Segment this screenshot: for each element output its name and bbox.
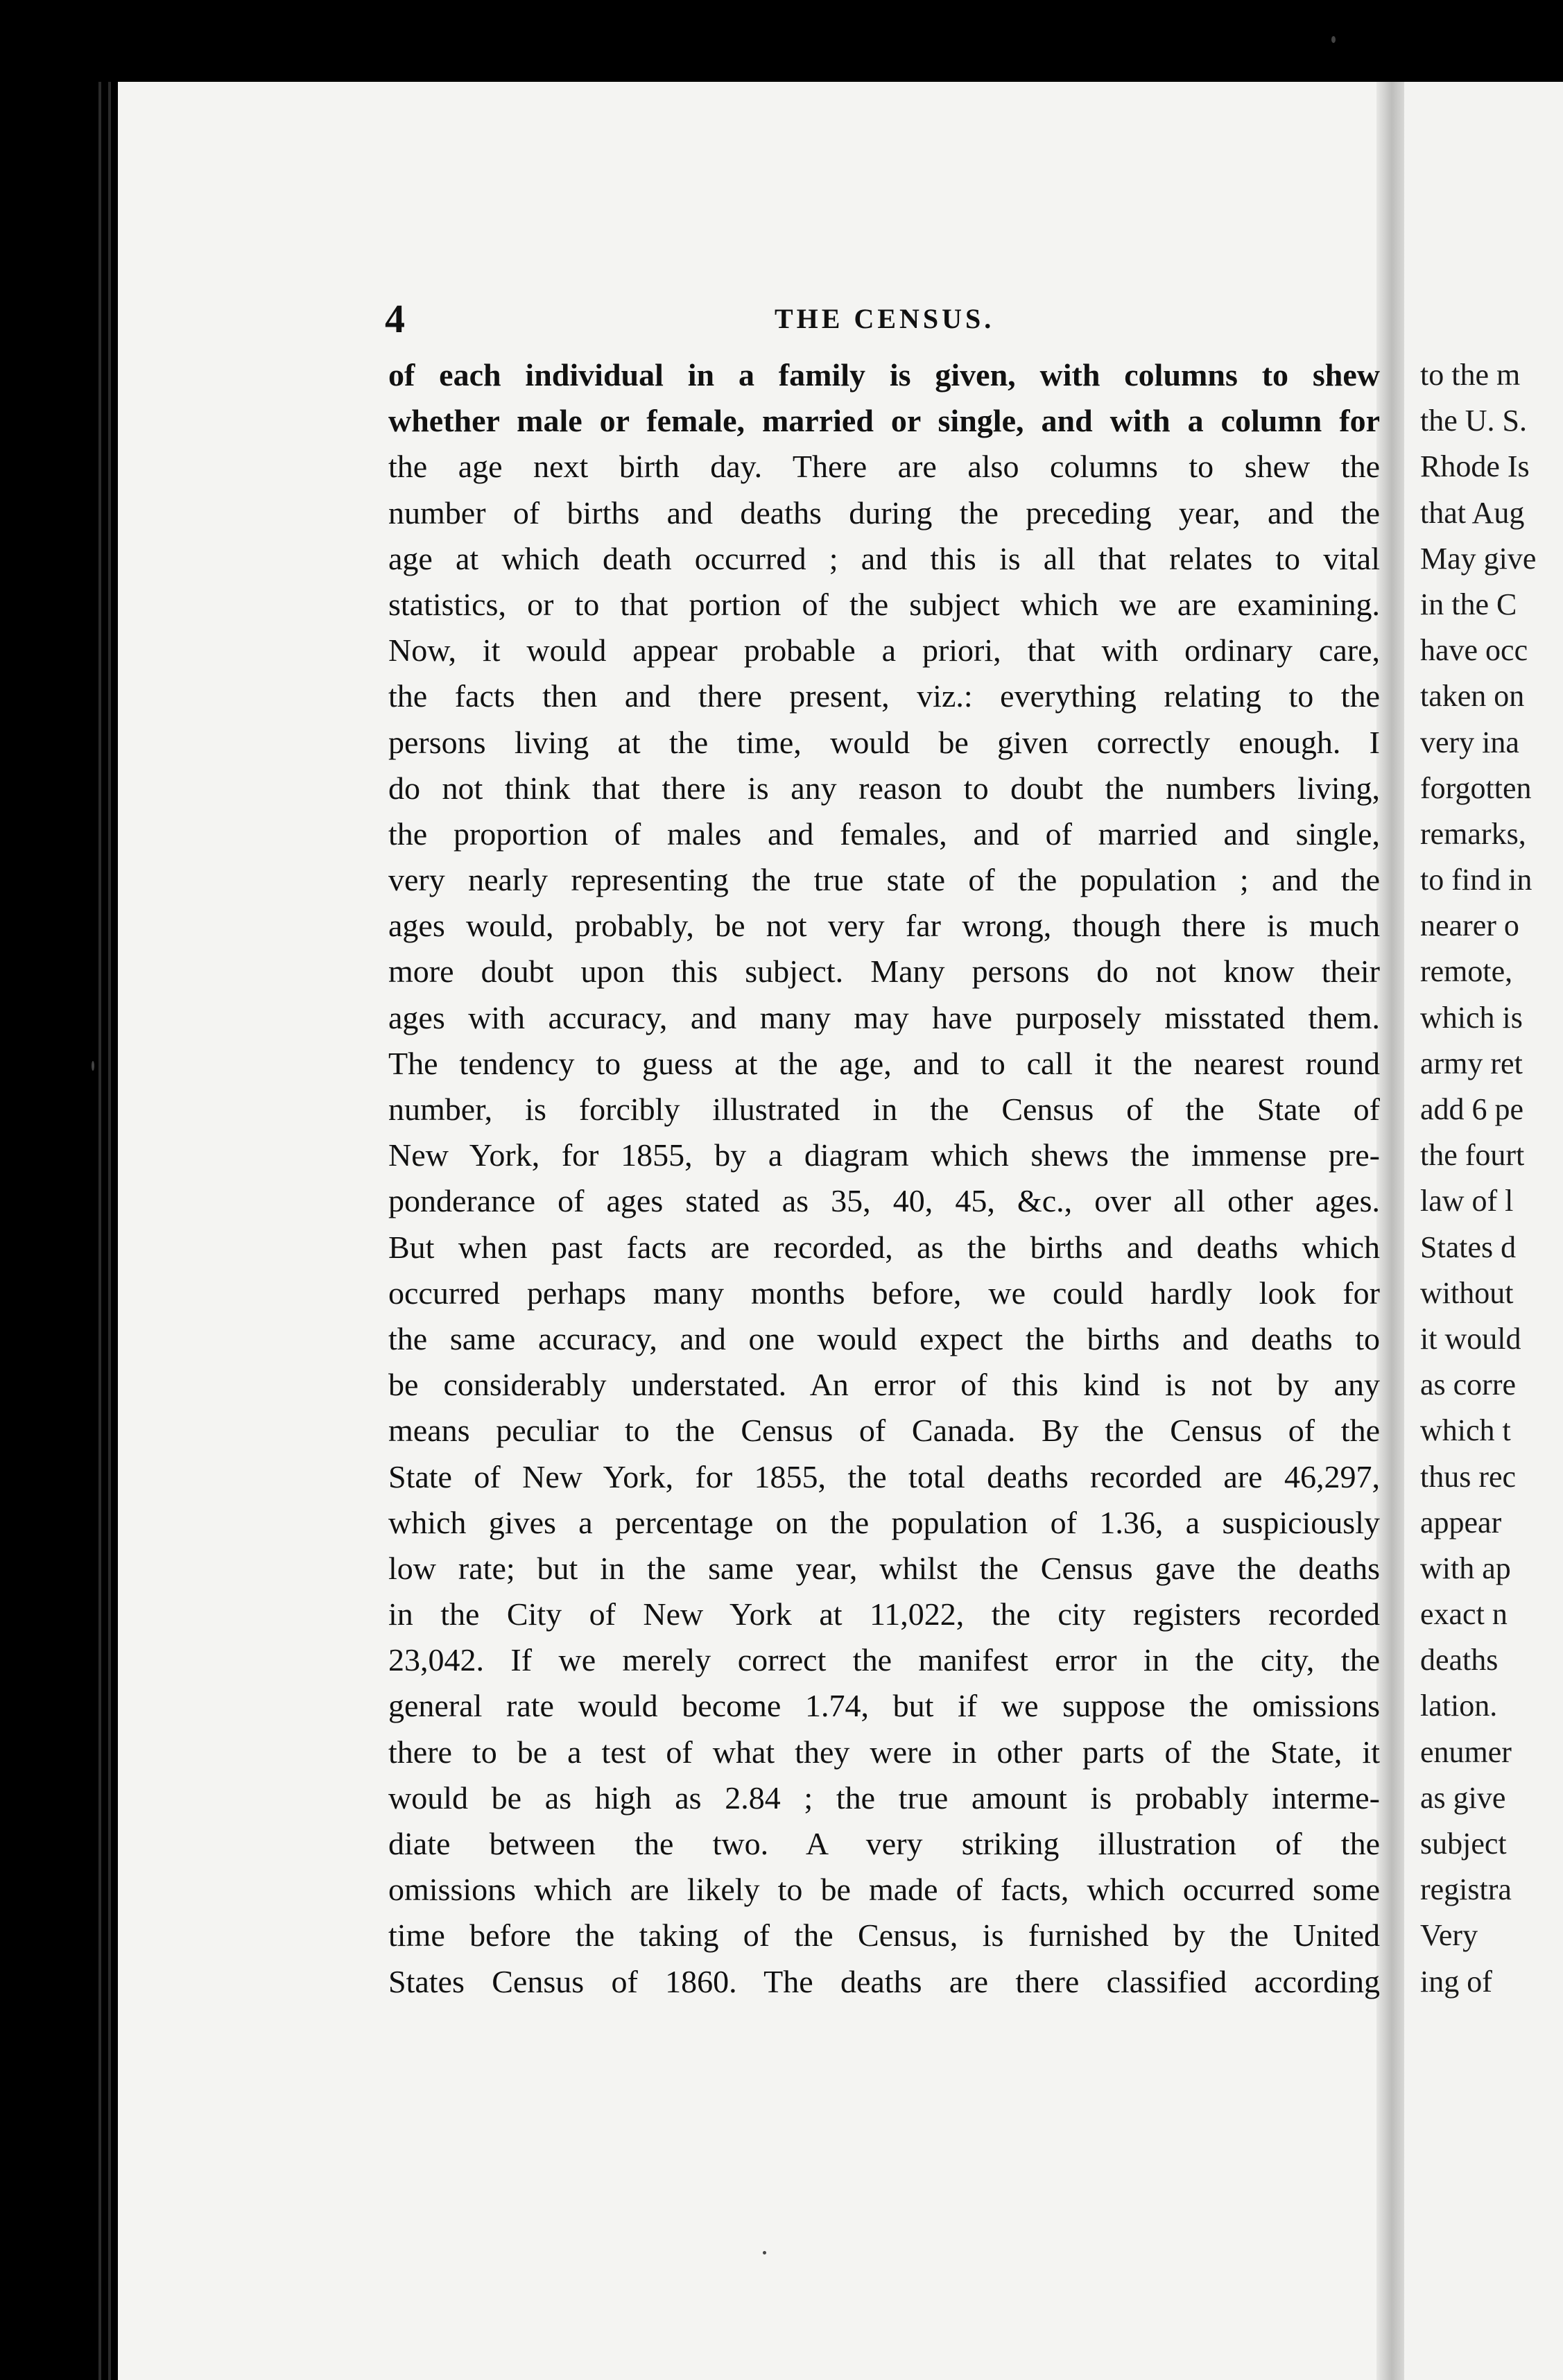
facing-page-line: Rhode Is xyxy=(1420,449,1530,484)
running-head xyxy=(385,295,1404,343)
facing-page-line: Very xyxy=(1420,1918,1478,1953)
text-line: States Census of 1860. The deaths are there classified according xyxy=(388,1963,1380,1999)
facing-page-line: very ina xyxy=(1420,725,1519,759)
running-title: THE CENSUS. xyxy=(775,303,995,334)
binding-edge-line xyxy=(98,82,101,2380)
facing-page-line: which is xyxy=(1420,1000,1523,1035)
text-line: more doubt upon this subject. Many persons do not know their xyxy=(388,954,1380,990)
facing-page-line: the U. S. xyxy=(1420,404,1527,438)
facing-page-line: law of l xyxy=(1420,1184,1514,1218)
facing-page-line: exact n xyxy=(1420,1597,1508,1632)
text-line: But when past facts are recorded, as the births and deaths which xyxy=(388,1229,1380,1265)
facing-page-line: deaths xyxy=(1420,1643,1499,1678)
facing-page-line: in the C xyxy=(1420,587,1517,621)
text-line: very nearly representing the true state of the population ; and the xyxy=(388,862,1380,898)
text-line: 23,042. If we merely correct the manifest error in the city, the xyxy=(388,1642,1380,1678)
text-line: ponderance of ages stated as 35, 40, 45, &c., over all other ages. xyxy=(388,1183,1380,1219)
page-gutter-shadow xyxy=(1376,82,1404,2380)
facing-page-line: lation. xyxy=(1420,1689,1498,1723)
scan-speck xyxy=(1331,36,1336,43)
body-text xyxy=(388,352,1380,2005)
facing-page-line: subject xyxy=(1420,1827,1507,1861)
facing-page-line: forgotten xyxy=(1420,770,1532,805)
facing-page-line: remote, xyxy=(1420,954,1513,989)
facing-page-line: taken on xyxy=(1420,679,1525,714)
facing-page-line: as corre xyxy=(1420,1368,1517,1402)
text-line: Now, it would appear probable a priori, that with ordinary care, xyxy=(388,632,1380,669)
facing-page-line: it would xyxy=(1420,1321,1521,1356)
text-line: means peculiar to the Census of Canada. By the Census of the xyxy=(388,1413,1380,1449)
facing-page-line: registra xyxy=(1420,1872,1512,1907)
text-line: do not think that there is any reason to doubt the numbers living, xyxy=(388,770,1380,806)
facing-page-line: enumer xyxy=(1420,1734,1512,1769)
facing-page-line: ing of xyxy=(1420,1964,1492,1999)
text-line: whether male or female, married or single, and with a column for xyxy=(388,403,1380,439)
text-line: The tendency to guess at the age, and to call it the nearest round xyxy=(388,1045,1380,1081)
facing-page-fragments xyxy=(1420,352,1563,2005)
text-line: New York, for 1855, by a diagram which shews the immense pre- xyxy=(388,1137,1380,1173)
text-line: would be as high as 2.84 ; the true amount is probably interme- xyxy=(388,1779,1380,1816)
page-number: 4 xyxy=(385,296,405,341)
text-line: of each individual in a family is given, with columns to shew xyxy=(388,357,1380,393)
facing-page-line: to the m xyxy=(1420,358,1521,392)
facing-page-line: that Aug xyxy=(1420,495,1525,530)
facing-page-line: with ap xyxy=(1420,1551,1511,1585)
text-line: ages would, probably, be not very far wrong, though there is much xyxy=(388,908,1380,944)
facing-page-line: appear xyxy=(1420,1505,1502,1540)
binding-edge-line xyxy=(108,82,111,2380)
text-line: low rate; but in the same year, whilst the Census gave the deaths xyxy=(388,1550,1380,1586)
facing-page-line: add 6 pe xyxy=(1420,1092,1524,1126)
scan-speck xyxy=(763,2251,766,2254)
text-line: statistics, or to that portion of the subject which we are examining. xyxy=(388,586,1380,622)
text-line: time before the taking of the Census, is furnished by the United xyxy=(388,1917,1380,1954)
text-line: the same accuracy, and one would expect the births and deaths to xyxy=(388,1320,1380,1356)
text-line: general rate would become 1.74, but if we suppose the omissions xyxy=(388,1688,1380,1724)
text-line: which gives a percentage on the population of 1.36, a suspiciously xyxy=(388,1504,1380,1540)
facing-page-line: army ret xyxy=(1420,1046,1523,1080)
text-line: omissions which are likely to be made of facts, which occurred some xyxy=(388,1872,1380,1908)
facing-page-line: remarks, xyxy=(1420,816,1526,851)
text-line: age at which death occurred ; and this is all that relates to vital xyxy=(388,540,1380,576)
text-line: the facts then and there present, viz.: everything relating to the xyxy=(388,678,1380,714)
text-line: ages with accuracy, and many may have purposely misstated them. xyxy=(388,999,1380,1035)
text-line: be considerably understated. An error of this kind is not by any xyxy=(388,1367,1380,1403)
facing-page-line: the fourt xyxy=(1420,1138,1525,1173)
text-line: persons living at the time, would be given correctly enough. I xyxy=(388,724,1380,760)
scan-speck xyxy=(92,1061,94,1071)
facing-page-line: to find in xyxy=(1420,863,1532,897)
text-line: the age next birth day. There are also columns to shew the xyxy=(388,449,1380,485)
facing-page-line: May give xyxy=(1420,541,1537,576)
text-line: the proportion of males and females, and of married and single, xyxy=(388,816,1380,852)
text-line: diate between the two. A very striking illustration of the xyxy=(388,1826,1380,1861)
text-line: number of births and deaths during the preceding year, and the xyxy=(388,494,1380,531)
facing-page-line: have occ xyxy=(1420,633,1528,668)
facing-page-line: as give xyxy=(1420,1780,1506,1815)
facing-page-line: which t xyxy=(1420,1413,1511,1448)
text-line: number, is forcibly illustrated in the Census of the State of xyxy=(388,1092,1380,1127)
text-line: there to be a test of what they were in other parts of the State, it xyxy=(388,1734,1380,1770)
text-line: occurred perhaps many months before, we could hardly look for xyxy=(388,1275,1380,1311)
facing-page-line: States d xyxy=(1420,1230,1517,1264)
facing-page-line: nearer o xyxy=(1420,908,1519,943)
facing-page-line: thus rec xyxy=(1420,1459,1517,1494)
text-line: in the City of New York at 11,022, the city registers recorded xyxy=(388,1596,1380,1632)
facing-page-line: without xyxy=(1420,1275,1514,1310)
text-line: State of New York, for 1855, the total deaths recorded are 46,297, xyxy=(388,1458,1380,1494)
